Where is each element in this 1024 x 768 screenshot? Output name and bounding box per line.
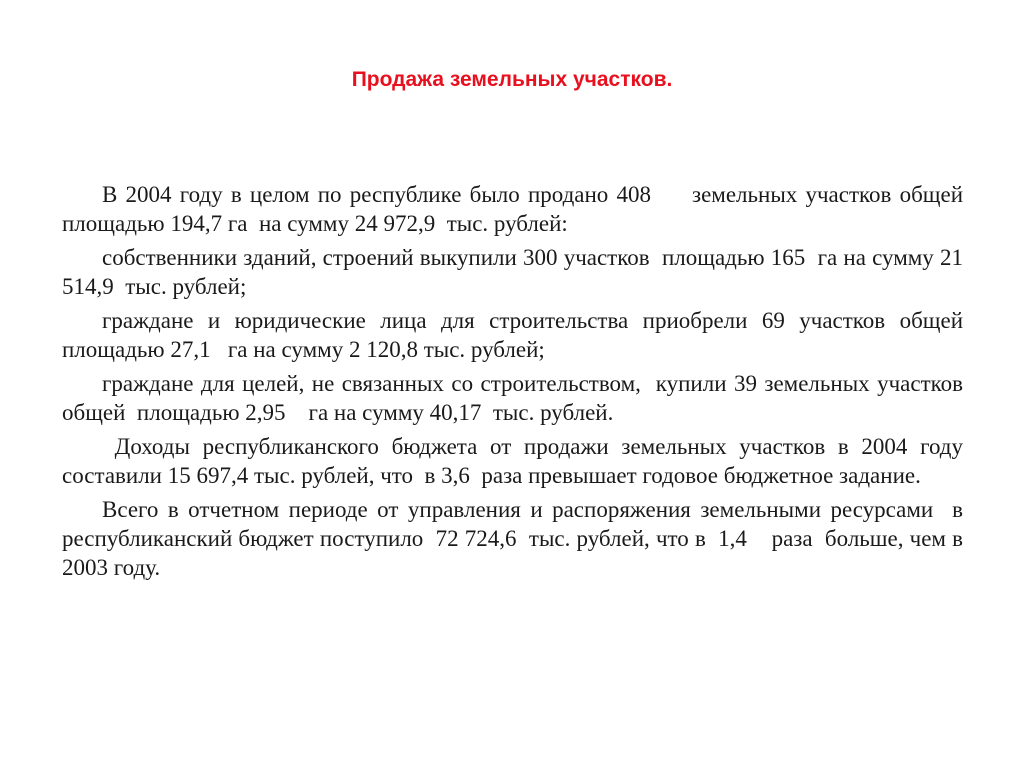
paragraph-non-construction: граждане для целей, не связанных со строительством, купили 39 земельных участков общей площадью 2,95 га на сумму 40,17 тыс. рублей. <box>62 371 969 425</box>
paragraph-total-revenue: Всего в отчетном периоде от управления и распоряжения земельными ресурсами в республиканский бюджет поступило 72 724,6 тыс. рублей, что в 1,4 раза больше, чем в 2003 году. <box>62 497 969 580</box>
paragraph-building-owners: собственники зданий, строений выкупили 300 участков площадью 165 га на сумму 21 514,9 тыс. рублей; <box>62 245 969 299</box>
paragraph-total-sales: В 2004 году в целом по республике было продано 408 земельных участков общей площадью 194,7 га на сумму 24 972,9 тыс. рублей: <box>62 182 969 236</box>
paragraph-construction: граждане и юридические лица для строительства приобрели 69 участков общей площадью 27,1 га на сумму 2 120,8 тыс. рублей; <box>62 308 969 362</box>
slide-title: Продажа земельных участков. <box>351 68 673 91</box>
paragraph-budget-revenue: Доходы республиканского бюджета от продажи земельных участков в 2004 году составили 15 697,4 тыс. рублей, что в 3,6 раза превышает годовое бюджетное задание. <box>62 434 969 488</box>
slide-body <box>62 180 969 587</box>
